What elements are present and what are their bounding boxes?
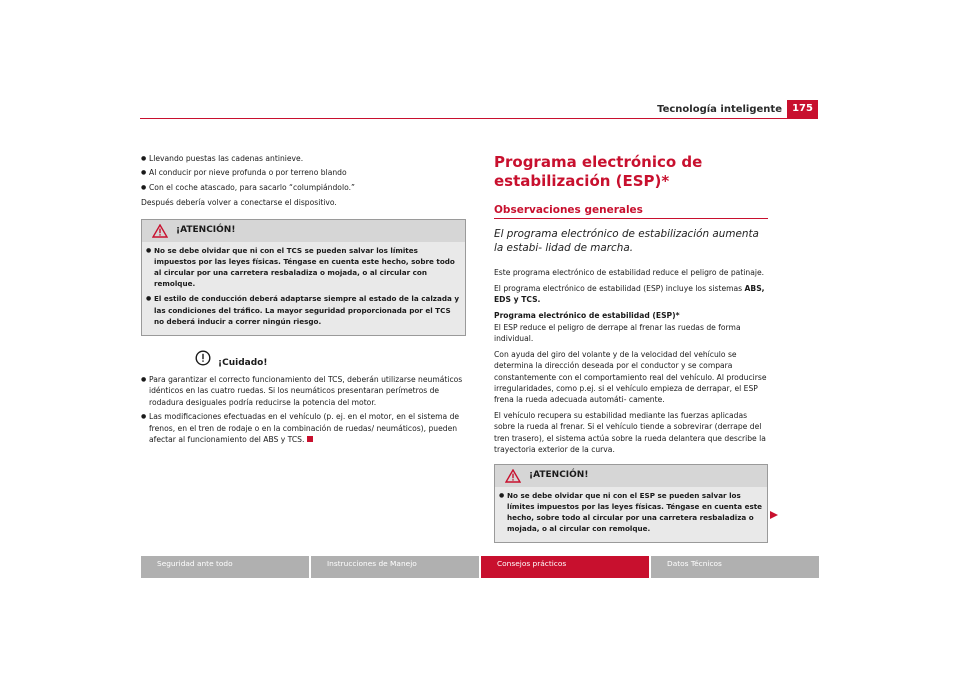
list-item: ● Con el coche atascado, para sacarlo “columpiándolo.” <box>141 182 466 193</box>
list-item: ● No se debe olvidar que ni con el TCS se pueden salvar los límites impuestos por las leyes físicas. Téngase en cuenta este hecho, sobre todo al circular por una carretera resbaladiza o mojada, o al circular con remolque. <box>146 245 461 290</box>
list-item: ● Para garantizar el correcto funcionamiento del TCS, deberán utilizarse neumáticos idénticos en las cuatro ruedas. Si los neumáticos presentaran perímetros de rodadura desiguales podría reducirse la potencia del motor. <box>141 374 466 408</box>
warning-body <box>495 487 767 543</box>
warning-triangle-icon <box>152 224 168 238</box>
caution-title: ¡Cuidado! <box>218 358 268 369</box>
left-column <box>141 153 466 448</box>
section-heading: Programa electrónico de estabilización (ESP)* <box>494 153 703 190</box>
list-item-text: Las modificaciones efectuadas en el vehículo (p. ej. en el motor, en el sistema de frenos, en el tren de rodaje o en la combinación de ruedas/ neumáticos), pueden afectar al funcionamiento del ABS y TCS. <box>149 412 460 445</box>
arrow-right-icon[interactable] <box>769 510 779 520</box>
warning-title: ¡ATENCIÓN! <box>529 469 589 480</box>
list-item <box>141 411 466 445</box>
paragraph-bold: ABS, EDS y TCS. <box>494 283 765 305</box>
paragraph: Con ayuda del giro del volante y de la velocidad del vehículo se determina la dirección deseada por el conductor y se compara constantemente con el comportamiento real del vehículo. Al producirse irregularidades, como p.ej. si el vehículo empieza de derrapar, el ESP frena la rueda adecuada automáti- camente. <box>494 349 767 405</box>
paragraph: El ESP reduce el peligro de derrape al frenar las ruedas de forma individual. <box>494 323 741 344</box>
warning-box-esp <box>494 464 768 544</box>
paragraph: El vehículo recupera su estabilidad mediante las fuerzas aplicadas sobre la rueda al frenar. Si el vehículo tiende a sobrevirar (derrape del tren trasero), el sistema actúa sobre la rueda delantera que describe la trayectoria exterior de la curva. <box>494 410 766 455</box>
paragraph-text: El programa electrónico de estabilidad (ESP) incluye los sistemas <box>494 283 745 293</box>
warning-triangle-icon <box>505 469 521 483</box>
header-rule <box>140 118 818 119</box>
lead-text: El programa electrónico de estabilización aumenta la estabi- lidad de marcha. <box>494 228 759 255</box>
caution-body <box>141 374 466 445</box>
warning-header <box>495 465 767 487</box>
end-of-section-icon <box>307 436 313 442</box>
paragraph <box>494 283 768 306</box>
list-item: ● El estilo de conducción deberá adaptarse siempre al estado de la calzada y las condiciones del tráfico. La mayor seguridad proporcionada por el TCS no deberá inducir a correr ningún riesgo. <box>146 293 461 327</box>
right-column <box>494 153 768 543</box>
list-item: ● No se debe olvidar que ni con el ESP se pueden salvar los límites impuestos por las leyes físicas. Téngase en cuenta este hecho, sobre todo al circular por una carretera resbaladiza o mojada, o al circular con remolque. <box>499 490 763 535</box>
paragraph: Este programa electrónico de estabilidad reduce el peligro de patinaje. <box>494 268 765 278</box>
warning-box-tcs <box>141 219 466 336</box>
tab-consejos[interactable]: Consejos prácticos <box>481 556 649 578</box>
list-item: ● Llevando puestas las cadenas antinieve. <box>141 153 466 164</box>
tab-datos[interactable]: Datos Técnicos <box>651 556 819 578</box>
caution-header <box>141 350 466 368</box>
paragraph-title: Programa electrónico de estabilidad (ESP)* <box>494 310 680 320</box>
warning-title: ¡ATENCIÓN! <box>176 224 236 235</box>
page-number: 175 <box>787 100 818 118</box>
list-item: ● Al conducir por nieve profunda o por terreno blando <box>141 167 466 178</box>
warning-body <box>142 242 465 335</box>
exclamation-circle-icon <box>195 350 211 366</box>
tab-instrucciones[interactable]: Instrucciones de Manejo <box>311 556 479 578</box>
subsection-heading: Observaciones generales <box>494 205 768 219</box>
paragraph: Después debería volver a conectarse el dispositivo. <box>141 198 337 208</box>
header-title: Tecnología inteligente <box>657 104 782 115</box>
tab-seguridad[interactable]: Seguridad ante todo <box>141 556 309 578</box>
warning-header <box>142 220 465 242</box>
